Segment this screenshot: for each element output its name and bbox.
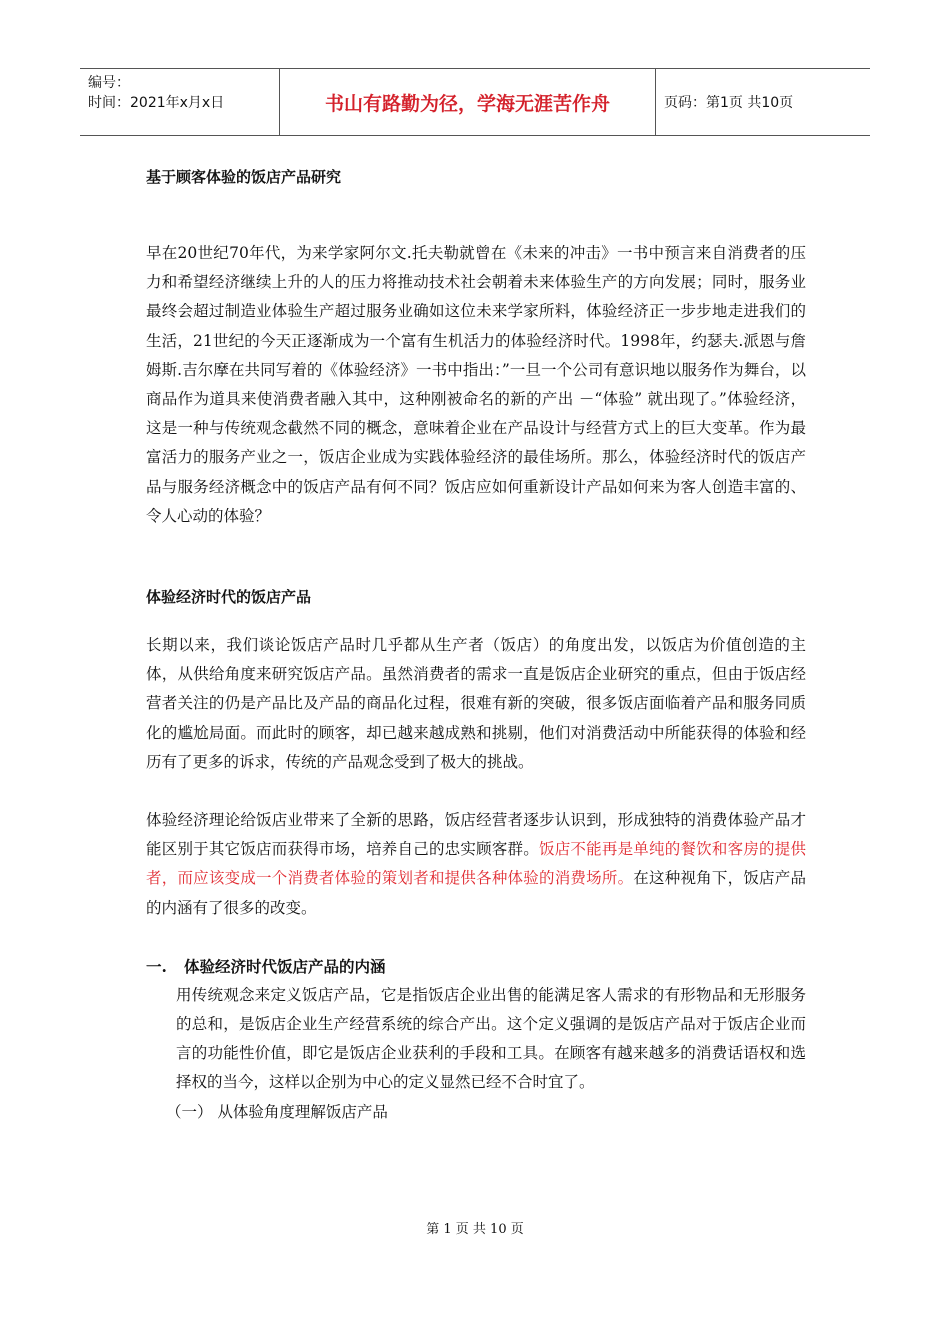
page-footer: 第 1 页 共 10 页 bbox=[426, 1222, 524, 1237]
paragraph-text: 在这种视角下，饭店产品的内涵有了很多的改变。 bbox=[146, 869, 806, 917]
paragraph-intro: 早在20世纪70年代，为来学家阿尔文.托夫勒就曾在《未来的冲击》一书中预言来自消费者的压力和希望经济继续上升的人的压力将推动技术社会朝着未来体验生产的方向发展；同时，服务业最终会超过制造业体验生产超过服务业确如这位未来学家所料，体验经济正一步步地走进我们的生活，21世纪的今天正逐渐成为一个富有生机活力的体验经济时代。1998年，约瑟夫.派恩与詹姆斯.吉尔摩在共同写着的《体验经济》一书中指出：”一旦一个公司有意识地以服务作为舞台，以商品作为道具来使消费者融入其中，这种刚被命名的新的产出 －“体验” 就出现了。”体验经济，这是一种与传统观念截然不同的概念，意味着企业在产品设计与经营方式上的巨大变革。作为最富活力的服务产业之一，饭店企业成为实践体验经济的最佳场所。那么，体验经济时代的饭店产品与服务经济概念中的饭店产品有何不同？饭店应如何重新设计产品如何来为客人创造丰富的、令人心动的体验？ bbox=[146, 244, 806, 525]
header-meta bbox=[80, 69, 280, 135]
heading-text: 体验经济时代饭店产品的内涵 bbox=[184, 956, 386, 976]
page-header bbox=[80, 68, 870, 136]
document-number-label: 编号： bbox=[88, 75, 130, 91]
header-motto: 书山有路勤为径，学海无涯苦作舟 bbox=[280, 69, 656, 135]
header-page-info: 页码：第1页 共10页 bbox=[664, 95, 794, 111]
subheading: （一） 从体验角度理解饭店产品 bbox=[166, 1102, 388, 1121]
document-title: 基于顾客体验的饭店产品研究 bbox=[146, 168, 342, 186]
paragraph-traditional-view: 长期以来，我们谈论饭店产品时几乎都从生产者（饭店）的角度出发，以饭店为价值创造的主体，从供给角度来研究饭店产品。虽然消费者的需求一直是饭店企业研究的重点，但由于饭店经营者关注的仍是产品比及产品的商品化过程，很难有新的突破，很多饭店面临着产品和服务同质化的尴尬局面。而此时的顾客，却已越来越成熟和挑剔，他们对消费活动中所能获得的体验和经历有了更多的诉求，传统的产品观念受到了极大的挑战。 bbox=[146, 636, 806, 771]
paragraph-experience-theory bbox=[146, 806, 806, 923]
paragraph-text: 体验经济理论给饭店业带来了全新的思路，饭店经营者逐步认识到，形成独特的消费体验产品才能区别于其它饭店而获得市场，培养自己的忠实顾客群。 bbox=[146, 811, 806, 859]
document-date: 时间：2021年x月x日 bbox=[88, 95, 225, 111]
heading-number: 一. bbox=[146, 956, 167, 976]
section-title: 体验经济时代的饭店产品 bbox=[146, 588, 312, 607]
paragraph-definition: 用传统观念来定义饭店产品，它是指饭店企业出售的能满足客人需求的有形物品和无形服务的总和，是饭店企业生产经营系统的综合产出。这个定义强调的是饭店产品对于饭店企业而言的功能性价值，即它是饭店企业获利的手段和工具。在顾客有越来越多的消费话语权和选择权的当今，这样以企别为中心的定义显然已经不合时宜了。 bbox=[176, 985, 806, 1092]
numbered-heading bbox=[146, 952, 806, 981]
highlighted-text: 饭店不能再是单纯的餐饮和客房的提供者，而应该变成一个消费者体验的策划者和提供各种体验的消费场所。 bbox=[146, 840, 806, 888]
document-body bbox=[146, 163, 806, 1127]
